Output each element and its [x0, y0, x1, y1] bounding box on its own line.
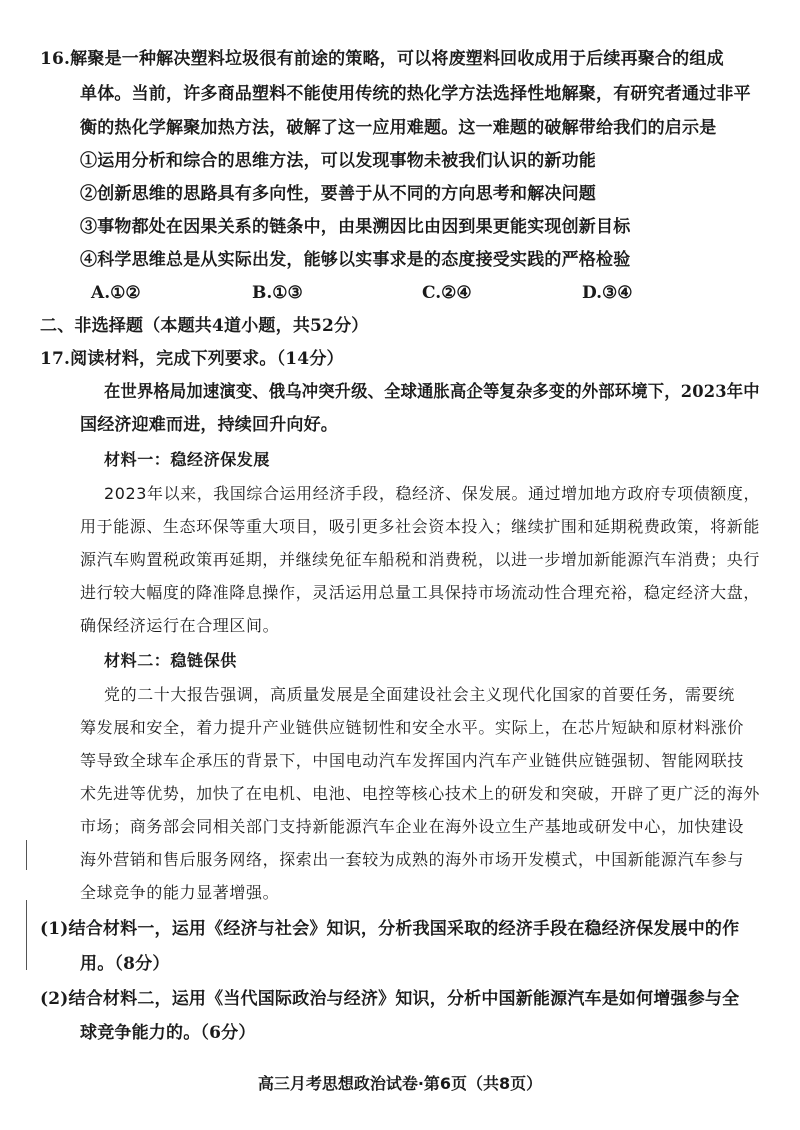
q16-statement-2: ②创新思维的思路具有多向性，要善于从不同的方向思考和解决问题 — [80, 184, 596, 204]
q17-intro-line-2: 国经济迎难而进，持续回升向好。 — [80, 415, 338, 435]
material-2-line-1: 党的二十大报告强调，高质量发展是全面建设社会主义现代化国家的首要任务，需要统 — [104, 685, 735, 704]
q17-sub1-line-2: 用。（8分） — [80, 954, 170, 974]
q17-sub2-line-1: (2)结合材料二，运用《当代国际政治与经济》知识，分析中国新能源汽车是如何增强参与全 — [40, 989, 740, 1009]
material-2-line-5: 市场；商务部会同相关部门支持新能源汽车企业在海外设立生产基地或研发中心，加快建设 — [80, 817, 745, 836]
q16-statement-4: ④科学思维总是从实际出发，能够以实事求是的态度接受实践的严格检验 — [80, 250, 631, 270]
material-1-title: 材料一：稳经济保发展 — [104, 450, 271, 469]
q17-intro-line-1: 在世界格局加速演变、俄乌冲突升级、全球通胀高企等复杂多变的外部环境下，2023年中 — [104, 382, 760, 402]
q16-option-b: B.①③ — [252, 283, 303, 303]
q17-title: 17.阅读材料，完成下列要求。（14分） — [40, 349, 344, 369]
q16-option-c: C.②④ — [422, 283, 472, 303]
binding-mark — [26, 840, 27, 870]
material-2-line-4: 术先进等优势，加快了在电机、电池、电控等核心技术上的研发和突破，开辟了更广泛的海外 — [80, 784, 760, 803]
q16-stem-line-2: 单体。当前，许多商品塑料不能使用传统的热化学方法选择性地解聚，有研究者通过非平 — [80, 84, 751, 104]
material-2-title: 材料二：稳链保供 — [104, 651, 237, 670]
q17-sub2-line-2: 球竞争能力的。（6分） — [80, 1023, 256, 1043]
q16-option-d: D.③④ — [582, 283, 633, 303]
section-2-heading: 二、非选择题（本题共4道小题，共52分） — [40, 316, 369, 336]
material-2-line-2: 筹发展和安全，着力提升产业链供应链韧性和安全水平。实际上，在芯片短缺和原材料涨价 — [80, 718, 745, 737]
q17-sub1-line-1: (1)结合材料一，运用《经济与社会》知识，分析我国采取的经济手段在稳经济保发展中的作 — [40, 919, 740, 939]
page-footer: 高三月考思想政治试卷·第6页（共8页） — [257, 1074, 543, 1093]
binding-mark — [26, 900, 27, 970]
q16-stem-line-1: 16.解聚是一种解决塑料垃圾很有前途的策略，可以将废塑料回收成用于后续再聚合的组成 — [40, 49, 724, 69]
q16-option-a: A.①② — [91, 283, 141, 303]
q16-statement-1: ①运用分析和综合的思维方法，可以发现事物未被我们认识的新功能 — [80, 151, 596, 171]
material-1-line-5: 确保经济运行在合理区间。 — [80, 616, 280, 635]
material-2-line-3: 等导致全球车企承压的背景下，中国电动汽车发挥国内汽车产业链供应链强韧、智能网联技 — [80, 751, 745, 770]
q16-stem-line-3: 衡的热化学解聚加热方法，破解了这一应用难题。这一难题的破解带给我们的启示是 — [80, 118, 717, 138]
material-1-line-2: 用于能源、生态环保等重大项目，吸引更多社会资本投入；继续扩围和延期税费政策，将新能 — [80, 517, 760, 536]
material-1-line-4: 进行较大幅度的降准降息操作，灵活运用总量工具保持市场流动性合理充裕，稳定经济大盘， — [80, 583, 760, 602]
material-2-line-6: 海外营销和售后服务网络，探索出一套较为成熟的海外市场开发模式，中国新能源汽车参与 — [80, 850, 745, 869]
material-1-line-1: 2023年以来，我国综合运用经济手段，稳经济、保发展。通过增加地方政府专项债额度， — [104, 484, 761, 503]
q16-statement-3: ③事物都处在因果关系的链条中，由果溯因比由因到果更能实现创新目标 — [80, 217, 631, 237]
material-2-line-7: 全球竞争的能力显著增强。 — [80, 883, 280, 902]
material-1-line-3: 源汽车购置税政策再延期，并继续免征车船税和消费税，以进一步增加新能源汽车消费；央行 — [80, 550, 760, 569]
